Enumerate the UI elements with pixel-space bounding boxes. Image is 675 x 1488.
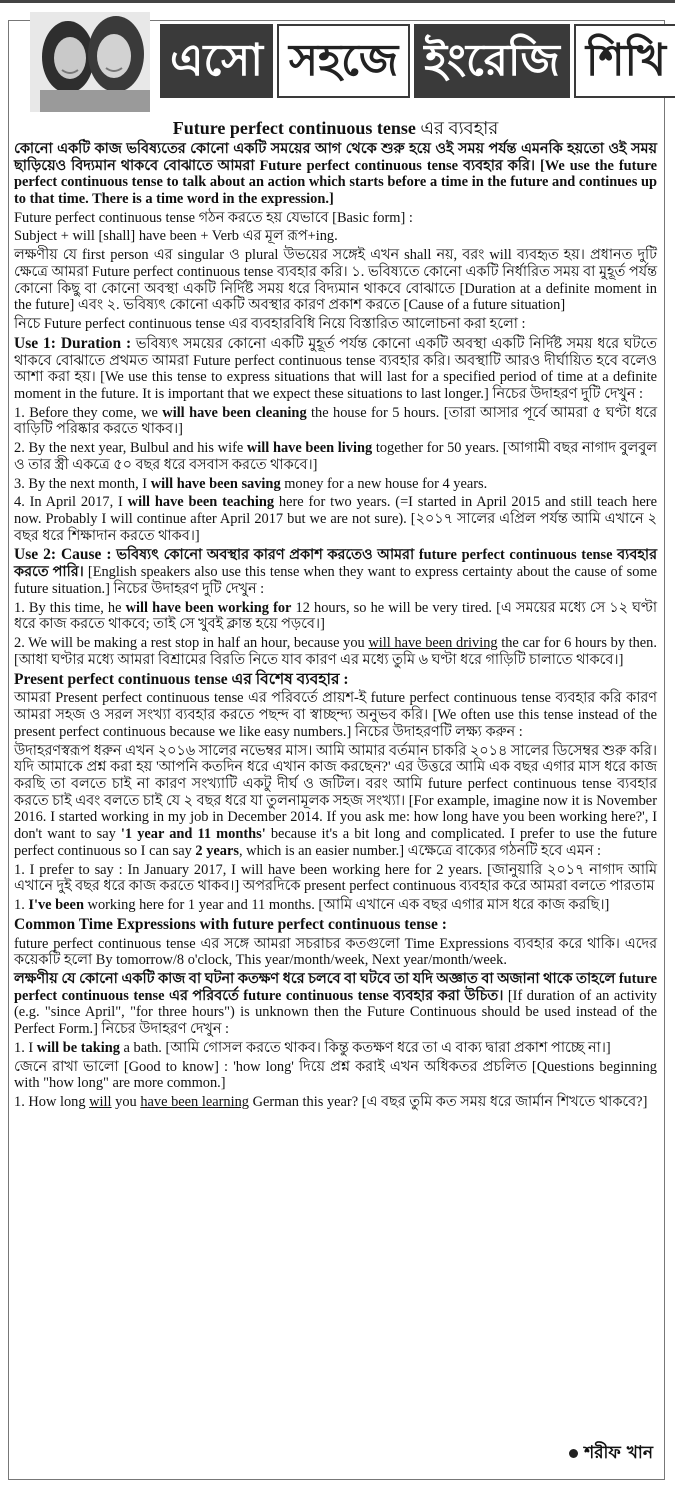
use1-paragraph: Use 1: Duration : ভবিষ্যৎ সময়ের কোনো একটি মুহূর্ত পর্যন্ত কোনো একটি অবস্থা একটি নির্দিষ্ট সময় ধরে ঘটতে থাকবে বোঝাতে প্রথমত আমরা Future perfect continuous tense ব্যবহার করি। অবস্থাটি আরও দীর্ঘায়িত হবে বলেও আশা করা হয়। [We use this tense to express situations that will last for a specified period of time at a definite moment in the future. It is important that we expect these situations to last longer.] নিচের উদাহরণ দুটি দেখুন : xyxy=(14,334,657,402)
pp-paragraph: আমরা Present perfect continuous tense এর পরিবর্তে প্রায়শ-ই future perfect continuous tense ব্যবহার করি কারণ আমরা সহজ ও সরল সংখ্যা ব্যবহার করতে পছন্দ বা স্বাচ্ছন্দ্য অনুভব করি। [We often use this tense instead of the present perfect continuous because we like easy numbers.] নিচের উদাহরণটি লক্ষ্য করুন : xyxy=(14,690,657,740)
example-item: 4. In April 2017, I will have been teaching here for two years. (=I started in April 2015 and still teach here now. Probably I will continue after April 2017 but we are not sure). [২০১৭ সালের এপ্রিল পর্যন্ত আমি এখানে ২ বছর ধরে শিক্ষাদান করতে থাকব।] xyxy=(14,494,657,544)
example-item: 2. By the next year, Bulbul and his wife will have been living together for 50 years. [আগামী বছর নাগাদ বুলবুল ও তার স্ত্রী একত্রে ৫০ বছর ধরে বসবাস করতে থাকবে।] xyxy=(14,440,658,473)
note-paragraph: নিচে Future perfect continuous tense এর ব্যবহারবিধি নিয়ে বিস্তারিত আলোচনা করা হলো : xyxy=(14,315,526,332)
note-paragraph: লক্ষণীয় যে first person এর singular ও plural উভয়ের সঙ্গেই এখন shall নয়, বরং will ব্যবহৃত হয়। প্রধানত দুটি ক্ষেত্রে আমরা Future perfect continuous tense ব্যবহার করি। ১. ভবিষ্যতে কোনো একটি নির্ধারিত সময় বা মুহূর্ত পর্যন্ত কোনো কিছু বা কোনো অবস্থা একটি নির্দিষ্ট সময় ধরে বিদ্যমান থাকবে বোঝাতে [Duration at a definite moment in the future] এবং ২. ভবিষ্যৎ কোনো একটি অবস্থার কারণ প্রকাশ করতে [Cause of a future situation] xyxy=(14,247,657,314)
top-rule xyxy=(0,0,675,3)
pp-paragraph: উদাহরণস্বরূপ ধরুন এখন ২০১৬ সালের নভেম্বর মাস। আমি আমার বর্তমান চাকরি ২০১৪ সালের ডিসেম্বর শুরু করি। যদি আমাকে প্রশ্ন করা হয় 'আপনি কতদিন ধরে এখান কাজ করছেন?' এর উত্তরে আমি এক বছর এগার মাস ধরে কাজ করছি তা বলতে চাই না কারণ সংখ্যাটি একটু দীর্ঘ ও জটিল। বরং আমি future perfect continuous tense ব্যবহার করতে চাই এবং বলতে চাই যে ২ বছর ধরে যা তুলনামূলক সহজ সংখ্যা। [For example, imagine now it is November 2016. I started working in my job in December 2014. If you ask me: how long have you been working here?', I don't want to say '1 year and 11 months' because it's a bit long and complicated. I prefer to use the future perfect continuous so I can say 2 years, which is an easier number.] এক্ষেত্রে বাক্যের গঠনটি হবে এমন : xyxy=(14,742,657,859)
author-signature: শরীফ খান xyxy=(569,1440,653,1468)
banner-title xyxy=(160,24,675,98)
column-banner xyxy=(30,12,666,112)
example-item: 1. I will be taking a bath. [আমি গোসল করতে থাকব। কিন্তু কতক্ষণ ধরে তা এ বাক্য দ্বারা প্রকাশ পাচ্ছে না।] xyxy=(14,1039,611,1056)
article-body xyxy=(14,118,657,1113)
section-heading: Common Time Expressions with future perfect continuous tense : xyxy=(14,915,447,933)
bullet-icon xyxy=(569,1449,578,1458)
example-item: 3. By the next month, I will have been saving money for a new house for 4 years. xyxy=(14,475,488,492)
form-line: Future perfect continuous tense গঠন করতে হয় যেভাবে [Basic form] : xyxy=(14,209,413,226)
use2-paragraph: Use 2: Cause : ভবিষ্যৎ কোনো অবস্থার কারণ প্রকাশ করতেও আমরা future perfect continuous tense ব্যবহার করতে পারি। [English speakers also use this tense when they want to express certainty about the cause of some future situation.] নিচের উদাহরণ দুটি দেখুন : xyxy=(14,546,658,597)
example-item: 1. Before they come, we will have been cleaning the house for 5 hours. [তারা আসার পূর্বে আমরা ৫ ঘণ্টা ধরে বাড়িটি পরিষ্কার করতে থাকব।] xyxy=(14,404,657,438)
banner-word: সহজে xyxy=(277,24,410,98)
banner-word: এসো xyxy=(160,24,273,98)
good-to-know: জেনে রাখা ভালো [Good to know] : 'how long' দিয়ে প্রশ্ন করাই এখন অধিকতর প্রচলিত [Questions beginning with "how long" are more common.] xyxy=(14,1058,657,1092)
warning-paragraph: লক্ষণীয় যে কোনো একটি কাজ বা ঘটনা কতক্ষণ ধরে চলবে বা ঘটবে তা যদি অজ্ঞাত বা অজানা থাকে তাহলে future perfect continuous tense এর পরিবর্তে future continuous tense ব্যবহার করা উচিত। [If duration of an activity (e.g. "since April", "for three hours") is unknown then the Future Continuous should be used instead of the Perfect Form.] নিচের উদাহরণ দেখুন : xyxy=(14,970,657,1038)
banner-photo xyxy=(30,12,150,112)
example-item: 2. We will be making a rest stop in half an hour, because you will have been driving the car for 6 hours by then. [আধা ঘণ্টার মধ্যে আমরা বিশ্রামের বিরতি নিতে যাব কারণ এর মধ্যে তুমি ৬ ঘণ্টা ধরে গাড়িটি চালাতে থাকবে।] xyxy=(14,635,657,668)
banner-word: ইংরেজি xyxy=(414,24,570,98)
example-item: 1. How long will you have been learning German this year? [এ বছর তুমি কত সময় ধরে জার্মান শিখতে থাকবে?] xyxy=(14,1093,648,1110)
intro-paragraph: কোনো একটি কাজ ভবিষ্যতের কোনো একটি সময়ের আগ থেকে শুরু হয়ে ওই সময় পর্যন্ত এমনকি হয়তো ওই সময় ছাড়িয়েও বিদ্যমান থাকবে বোঝাতে আমরা Future perfect continuous tense ব্যবহার করি। [We use the future perfect continuous tense to talk about an action which starts before a time in the future and continues up to that time. There is a time word in the expression.] xyxy=(14,140,657,207)
formula: Subject + will [shall] have been + Verb এর মূল রূপ+ing. xyxy=(14,228,338,245)
example-item: 1. I prefer to say : In January 2017, I will have been working here for 2 years. [জানুয়ারি ২০১৭ নাগাদ আমি এখানে দুই বছর ধরে কাজ করতে থাকব।] অপরদিকে present perfect continuous ব্যবহার করে আমরা বলতে পারতাম xyxy=(14,861,657,895)
article-heading: Future perfect continuous tense এর ব্যবহার xyxy=(172,118,499,138)
cte-paragraph: future perfect continuous tense এর সঙ্গে আমরা সচরাচর কতগুলো Time Expressions ব্যবহার করে থাকি। এদের কয়েকটি হলো By tomorrow/8 o'clock, This year/month/week, Next year/month/week. xyxy=(14,935,657,969)
banner-word: শিখি xyxy=(574,24,675,98)
section-heading: Present perfect continuous tense এর বিশেষ ব্যবহার : xyxy=(14,670,349,688)
example-item: 1. I've been working here for 1 year and 11 months. [আমি এখানে এক বছর এগার মাস ধরে কাজ করছি।] xyxy=(14,896,610,913)
example-item: 1. By this time, he will have been working for 12 hours, so he will be very tired. [এ সময়ের মধ্যে সে ১২ ঘণ্টা ধরে কাজ করতে থাকবে; তাই সে খুবই ক্লান্ত হয়ে পড়বে।] xyxy=(14,599,658,633)
